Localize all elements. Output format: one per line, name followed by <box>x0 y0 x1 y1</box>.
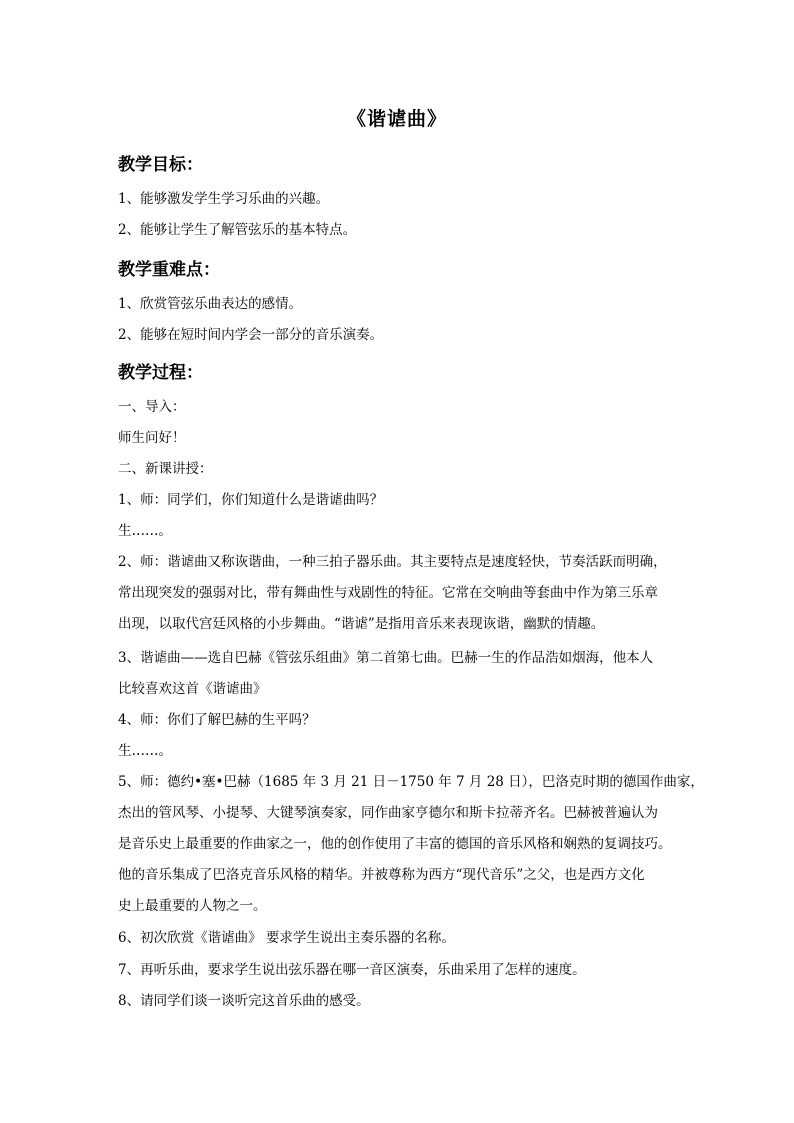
process-line: 4、师：你们了解巴赫的生平吗？ <box>118 712 316 728</box>
process-line: 5、师：德约•塞•巴赫（1685 年 3 月 21 日－1750 年 7 月 28 日），巴洛克时期的德国作曲家， <box>118 774 704 790</box>
process-heading: 教学过程： <box>118 363 203 383</box>
process-line: 一、导入： <box>118 399 186 415</box>
goal-item: 2、能够让学生了解管弦乐的基本特点。 <box>118 222 357 238</box>
process-line: 6、初次欣赏《谐谑曲》 要求学生说出主奏乐器的名称。 <box>118 930 455 946</box>
process-line: 他的音乐集成了巴洛克音乐风格的精华。并被尊称为西方“现代音乐”之父，也是西方文化 <box>118 867 645 883</box>
process-line: 是音乐史上最重要的作曲家之一，他的创作使用了丰富的德国的音乐风格和娴熟的复调技巧。 <box>118 836 672 852</box>
process-line: 8、请同学们谈一谈听完这首乐曲的感受。 <box>118 993 370 1009</box>
process-line: 二、新课讲授： <box>118 461 213 477</box>
process-line: 常出现突发的强弱对比，带有舞曲性与戏剧性的特征。它常在交响曲等套曲中作为第三乐章 <box>118 585 658 601</box>
process-line: 7、再听乐曲，要求学生说出弦乐器在哪一音区演奏，乐曲采用了怎样的速度。 <box>118 962 586 978</box>
process-line: 史上最重要的人物之一。 <box>118 898 267 914</box>
process-line: 师生问好！ <box>118 430 186 446</box>
process-line: 出现，以取代宫廷风格的小步舞曲。“谐谑”是指用音乐来表现诙谐，幽默的情趣。 <box>118 616 605 632</box>
difficulties-heading: 教学重难点： <box>118 260 220 280</box>
difficulty-item: 2、能够在短时间内学会一部分的音乐演奏。 <box>118 327 384 343</box>
process-line: 比较喜欢这首《谐谑曲》 <box>118 681 267 697</box>
process-line: 3、谐谑曲——选自巴赫《管弦乐组曲》第二首第七曲。巴赫一生的作品浩如烟海，他本人 <box>118 650 654 666</box>
document-title: 《谐谑曲》 <box>346 108 447 130</box>
goals-heading: 教学目标： <box>118 155 203 175</box>
goal-item: 1、能够激发学生学习乐曲的兴趣。 <box>118 191 330 207</box>
difficulty-item: 1、欣赏管弦乐曲表达的感情。 <box>118 296 303 312</box>
process-line: 杰出的管风琴、小提琴、大键琴演奏家，同作曲家亨德尔和斯卡拉蒂齐名。巴赫被普遍认为 <box>118 805 658 821</box>
process-line: 生……。 <box>118 523 172 539</box>
process-line: 1、师：同学们，你们知道什么是谐谑曲吗？ <box>118 492 384 508</box>
process-line: 2、师：谐谑曲又称诙谐曲，一种三拍子器乐曲。其主要特点是速度轻快，节奏活跃而明确， <box>118 554 667 570</box>
process-line: 生……。 <box>118 743 172 759</box>
